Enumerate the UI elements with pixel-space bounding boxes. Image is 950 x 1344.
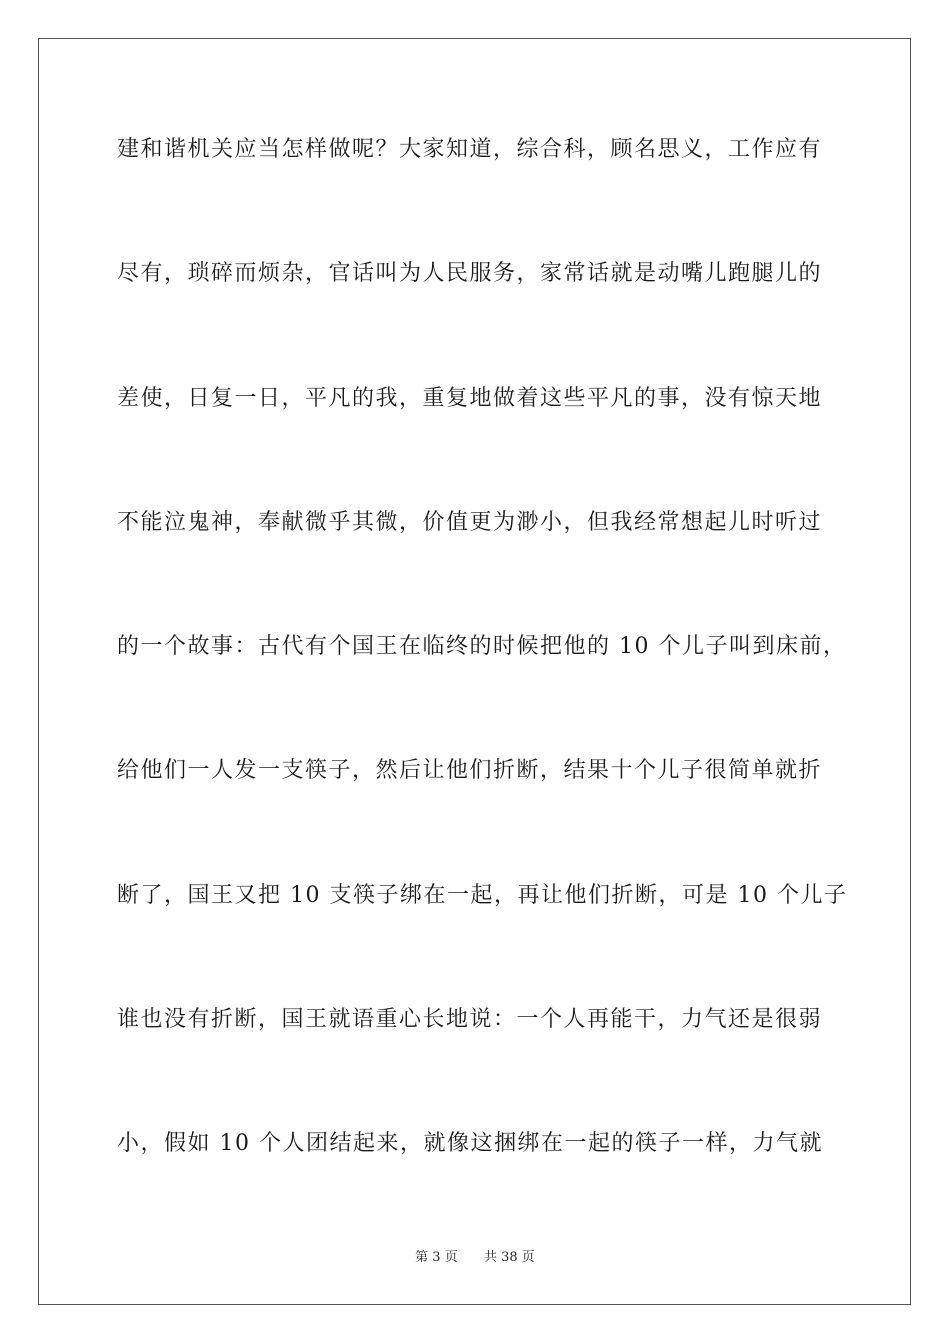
document-body (117, 128, 848, 1247)
text-line: 建和谐机关应当怎样做呢？大家知道，综合科，顾名思义，工作应有 (117, 137, 823, 162)
total-pages: 共 38 页 (484, 1250, 535, 1265)
text-line: 谁也没有折断，国王就语重心长地说：一个人再能干，力气还是很弱 (117, 1007, 823, 1033)
text-line: 断了，国王又把 10 支筷子绑在一起，再让他们折断，可是 10 个儿子 (117, 882, 848, 908)
text-line: 给他们一人发一支筷子，然后让他们折断，结果十个儿子很简单就折 (117, 758, 823, 784)
text-line: 尽有，琐碎而烦杂，官话叫为人民服务，家常话就是动嘴儿跑腿儿的 (117, 261, 823, 287)
page-footer (0, 1246, 950, 1265)
text-line: 差使，日复一日，平凡的我，重复地做着这些平凡的事，没有惊天地 (117, 385, 823, 411)
text-line: 不能泣鬼神，奉献微乎其微，价值更为渺小，但我经常想起儿时听过 (117, 509, 823, 535)
text-line: 小，假如 10 个人团结起来，就像这捆绑在一起的筷子一样，力气就 (117, 1131, 823, 1157)
text-line: 的一个故事：古代有个国王在临终的时候把他的 10 个儿子叫到床前， (117, 634, 847, 660)
current-page-number: 第 3 页 (415, 1250, 458, 1265)
